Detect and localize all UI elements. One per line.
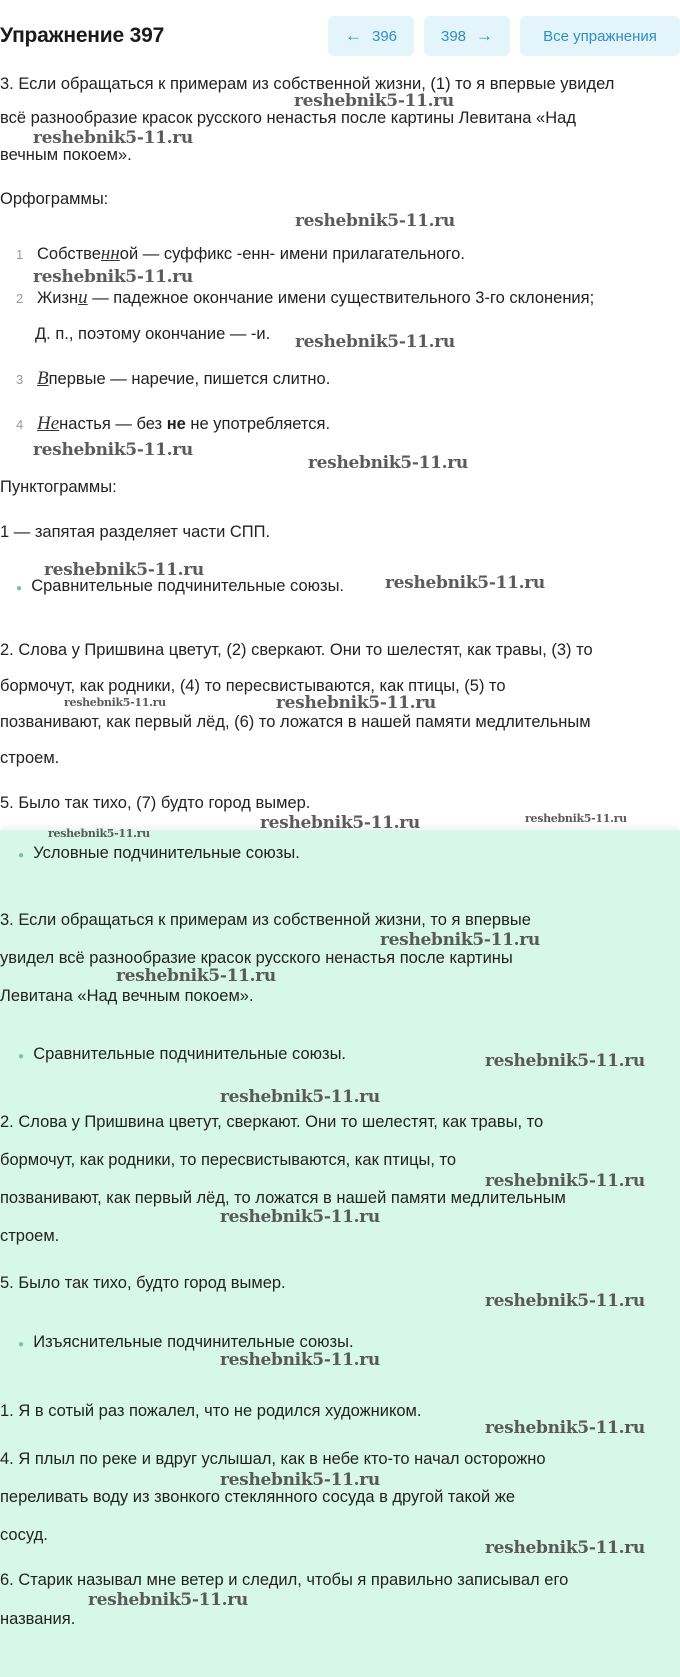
prev-exercise-label: 396 <box>371 27 398 45</box>
watermark: reshebnik5-11.ru <box>220 1470 380 1490</box>
sentence-6-line-1: 6. Старик называл мне ветер и следил, чтобы я правильно записывал его <box>0 1571 569 1589</box>
sentence-2-line-3: позванивают, как первый лёд, (6) то ложатся в нашей памяти медлительным <box>0 713 591 731</box>
watermark: reshebnik5-11.ru <box>485 1418 645 1438</box>
all-exercises-label: Все упражнения <box>543 27 657 45</box>
sentence-4-line-3: сосуд. <box>0 1526 48 1544</box>
watermark: reshebnik5-11.ru <box>88 1590 248 1610</box>
sentence-2-line-2: бормочут, как родники, (4) то пересвистываются, как птицы, (5) то <box>0 677 506 695</box>
orthogram-item: 2 Жизни — падежное окончание имени существительного 3-го склонения; <box>16 287 595 308</box>
bullet-icon: ● <box>16 583 23 594</box>
orthogram-item-continuation: Д. п., поэтому окончание — -и. <box>35 325 271 343</box>
sentence-3-line-1: 3. Если обращаться к примерам из собственной жизни, то я впервые <box>0 911 531 929</box>
arrow-right-icon: → <box>476 26 494 45</box>
sentence-3-line-2: всё разнообразие красок русского ненастья после картины Левитана «Над <box>0 109 576 127</box>
all-exercises-button[interactable] <box>520 16 680 56</box>
prev-exercise-button[interactable] <box>328 16 414 56</box>
list-item: ● Изъяснительные подчинительные союзы. <box>18 1333 354 1351</box>
watermark: reshebnik5-11.ru <box>33 267 193 287</box>
sentence-2-line-3: позванивают, как первый лёд, то ложатся в нашей памяти медлительным <box>0 1189 566 1207</box>
watermark: reshebnik5-11.ru <box>308 453 468 473</box>
watermark: reshebnik5-11.ru <box>220 1087 380 1107</box>
sentence-2-line-4: строем. <box>0 1227 60 1245</box>
sentence-3-line-2: увидел всё разнообразие красок русского ненастья после картины <box>0 949 513 967</box>
sentence-3-line-3: вечным покоем». <box>0 146 132 164</box>
next-exercise-label: 398 <box>440 27 467 45</box>
sentence-3-line-3: Левитана «Над вечным покоем». <box>0 987 254 1005</box>
watermark: reshebnik5-11.ru <box>485 1051 645 1071</box>
watermark: reshebnik5-11.ru <box>295 332 455 352</box>
sentence-2-line-1: 2. Слова у Пришвина цветут, сверкают. Они то шелестят, как травы, то <box>0 1113 544 1131</box>
watermark: reshebnik5-11.ru <box>485 1291 645 1311</box>
bullet-icon: ● <box>18 850 25 861</box>
watermark: reshebnik5-11.ru <box>294 91 454 111</box>
list-item: ● Условные подчинительные союзы. <box>18 844 300 862</box>
watermark: reshebnik5-11.ru <box>295 211 455 231</box>
watermark: reshebnik5-11.ru <box>485 1538 645 1558</box>
sentence-3-line-1: 3. Если обращаться к примерам из собственной жизни, (1) то я впервые увидел <box>0 75 615 93</box>
list-item: ● Сравнительные подчинительные союзы. <box>18 1045 347 1063</box>
sentence-5: 5. Было так тихо, будто город вымер. <box>0 1274 286 1292</box>
watermark: reshebnik5-11.ru <box>525 812 627 825</box>
orthogram-item: 3 Впервые — наречие, пишется слитно. <box>16 368 331 389</box>
sentence-5: 5. Было так тихо, (7) будто город вымер. <box>0 794 311 812</box>
page-title: Упражнение 397 <box>0 24 165 47</box>
watermark: reshebnik5-11.ru <box>380 930 540 950</box>
watermark: reshebnik5-11.ru <box>220 1207 380 1227</box>
sentence-1: 1. Я в сотый раз пожалел, что не родился художником. <box>0 1402 422 1420</box>
watermark: reshebnik5-11.ru <box>260 813 420 833</box>
watermark: reshebnik5-11.ru <box>33 128 193 148</box>
sentence-2-line-1: 2. Слова у Пришвина цветут, (2) сверкают. Они то шелестят, как травы, (3) то <box>0 641 593 659</box>
bullet-icon: ● <box>18 1051 25 1062</box>
sentence-4-line-1: 4. Я плыл по реке и вдруг услышал, как в небе кто-то начал осторожно <box>0 1450 546 1468</box>
next-exercise-button[interactable] <box>424 16 510 56</box>
watermark: reshebnik5-11.ru <box>116 966 276 986</box>
watermark: reshebnik5-11.ru <box>48 827 150 840</box>
watermark: reshebnik5-11.ru <box>33 440 193 460</box>
bullet-icon: ● <box>18 1339 25 1350</box>
watermark: reshebnik5-11.ru <box>485 1171 645 1191</box>
punctogram-item: 1 — запятая разделяет части СПП. <box>0 523 271 541</box>
orthogram-item: 1 Собственной — суффикс -енн- имени прилагательного. <box>16 243 465 264</box>
sentence-2-line-2: бормочут, как родники, то пересвистываются, как птицы, то <box>0 1151 457 1169</box>
punctograms-heading: Пунктограммы: <box>0 478 117 496</box>
watermark: reshebnik5-11.ru <box>385 573 545 593</box>
orthograms-heading: Орфограммы: <box>0 190 109 208</box>
sentence-2-line-4: строем. <box>0 749 60 767</box>
watermark: reshebnik5-11.ru <box>276 693 436 713</box>
sentence-6-line-2: названия. <box>0 1610 76 1628</box>
sentence-4-line-2: переливать воду из звонкого стеклянного сосуда в другой такой же <box>0 1488 516 1506</box>
orthogram-item: 4 Ненастья — без не не употребляется. <box>16 413 331 434</box>
watermark: reshebnik5-11.ru <box>220 1350 380 1370</box>
watermark: reshebnik5-11.ru <box>44 560 204 580</box>
list-item: ● Сравнительные подчинительные союзы. <box>16 577 345 595</box>
watermark: reshebnik5-11.ru <box>64 696 166 709</box>
arrow-left-icon: ← <box>344 26 362 45</box>
